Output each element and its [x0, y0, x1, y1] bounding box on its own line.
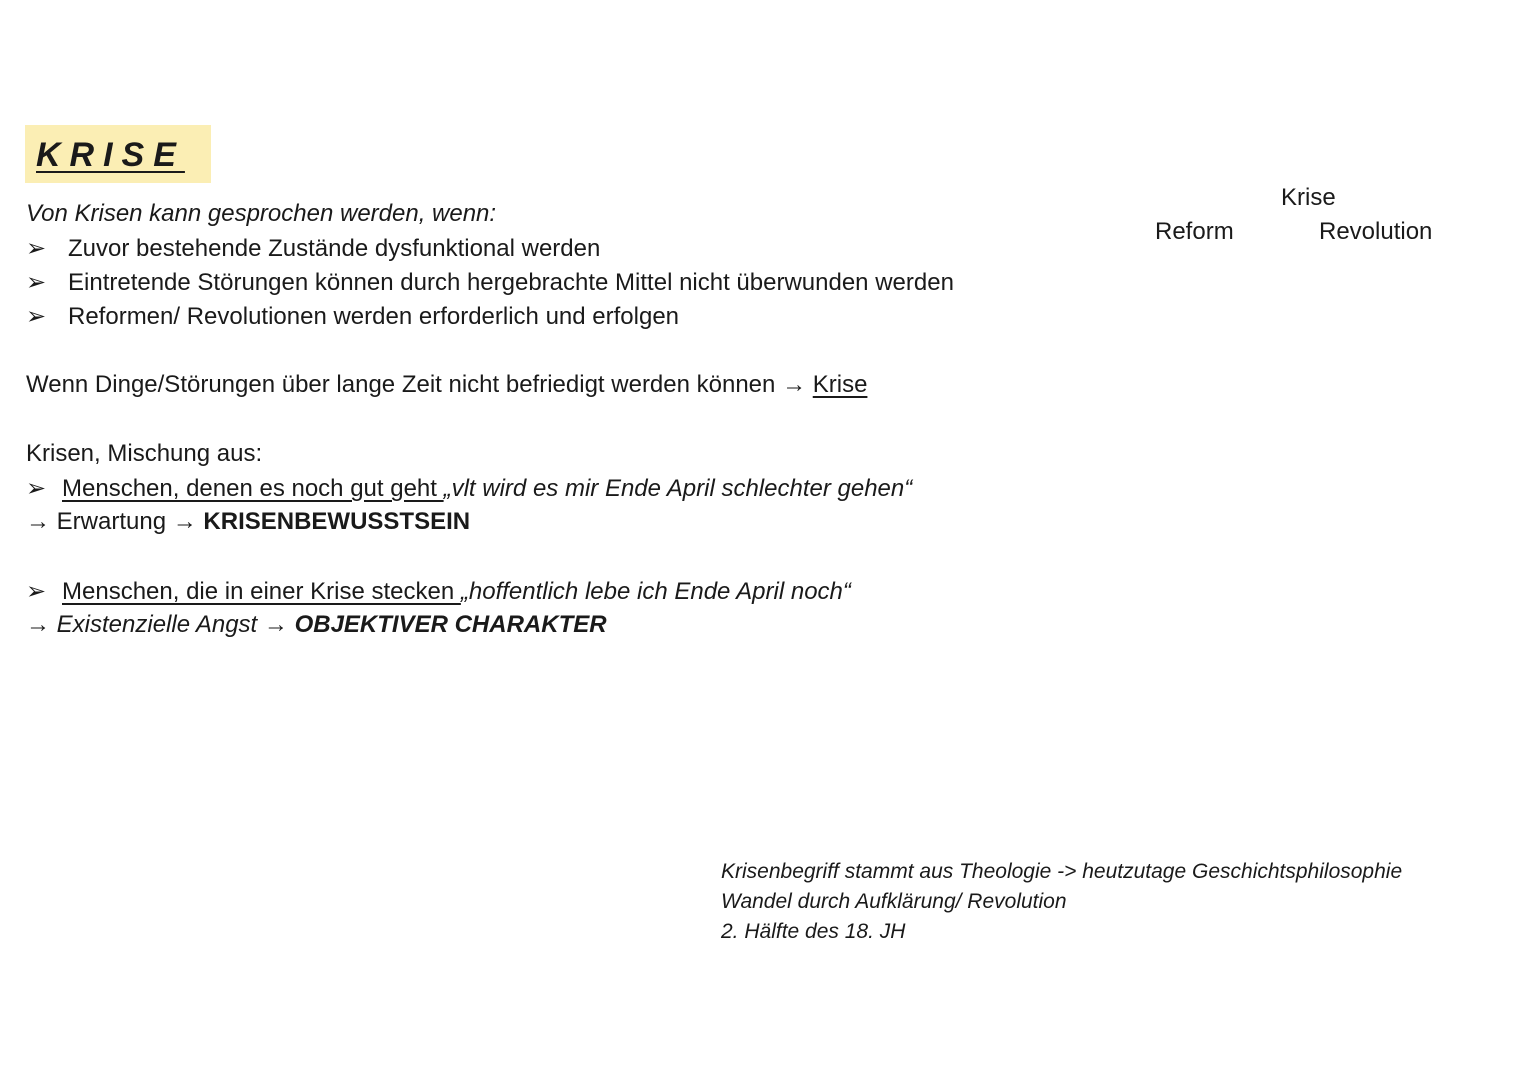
definition-result: Krise [812, 371, 868, 398]
arrowhead-bullet-icon: ➢ [26, 269, 47, 296]
definition-line [26, 371, 867, 399]
condition-text: Zuvor bestehende Zustände dysfunktional werden [68, 235, 601, 262]
definition-text: Wenn Dinge/Störungen über lange Zeit nicht befriedigt werden können [26, 371, 776, 398]
condition-text: Reformen/ Revolutionen werden erforderlich und erfolgen [68, 303, 680, 330]
intro-text: Von Krisen kann gesprochen werden, wenn: [26, 200, 497, 227]
condition-item [26, 268, 954, 297]
mix-heading: Krisen, Mischung aus: [26, 440, 263, 467]
group-result-line [26, 508, 470, 536]
condition-item [26, 234, 600, 263]
diagram-top-label: Krise [1281, 184, 1336, 211]
diagram-right-label: Revolution [1319, 218, 1433, 245]
condition-item [26, 302, 679, 331]
condition-text: Eintretende Störungen können durch hergebrachte Mittel nicht überwunden werden [68, 269, 954, 296]
group-result: KRISENBEWUSSTSEIN [203, 508, 471, 535]
group-quote: „vlt wird es mir Ende April schlechter gehen“ [443, 475, 913, 502]
footnote-line: Wandel durch Aufklärung/ Revolution [721, 890, 1067, 913]
arrowhead-bullet-icon: ➢ [26, 475, 47, 502]
diagram-left-label: Reform [1155, 218, 1234, 245]
group-people: Menschen, denen es noch gut geht [62, 475, 444, 502]
group-result-line [26, 611, 607, 639]
group-people: Menschen, die in einer Krise stecken [62, 578, 461, 605]
arrowhead-bullet-icon: ➢ [26, 303, 47, 330]
footnote-line: Krisenbegriff stammt aus Theologie -> heutzutage Geschichtsphilosophie [721, 860, 1403, 883]
page-title: KRISE [36, 136, 185, 174]
arrowhead-bullet-icon: ➢ [26, 578, 47, 605]
group-people-line [26, 577, 851, 606]
group-middle: Erwartung [56, 508, 167, 535]
right-arrow-icon: → [26, 611, 50, 638]
group-quote: „hoffentlich lebe ich Ende April noch“ [460, 578, 851, 605]
arrowhead-bullet-icon: ➢ [26, 235, 47, 262]
group-result: OBJEKTIVER CHARAKTER [294, 611, 607, 638]
group-people-line [26, 474, 912, 503]
right-arrow-icon: → [172, 508, 197, 535]
footnote-line: 2. Hälfte des 18. JH [721, 920, 906, 943]
right-arrow-icon: → [782, 371, 807, 398]
right-arrow-icon: → [26, 508, 50, 535]
group-middle: Existenzielle Angst [56, 611, 258, 638]
right-arrow-icon: → [263, 611, 288, 638]
